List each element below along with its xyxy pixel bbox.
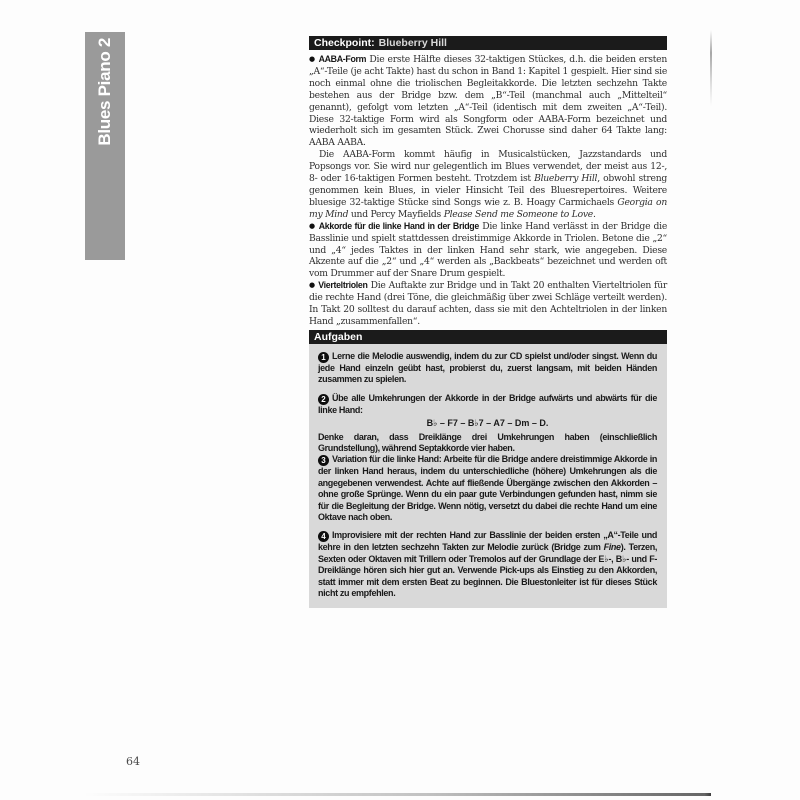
task-text: ). Terzen, Sexten oder Oktaven mit Trillern oder Tremolos auf der Grundlage der E♭-, B♭- und F-Dreiklänge hören sich hier gut an. Verwende Pick-ups als Einstieg zu den Akkorden, statt immer mit dem ersten Beat zu beginnen. Die Bluestonleiter ist für dieses Stück nicht zu empfehlen.: [318, 542, 657, 599]
paragraph-aaba-form: [309, 54, 667, 149]
paragraph-text: Die linke Hand verlässt in der Bridge die Basslinie und spielt stattdessen dreistimmige Akkorde in Triolen. Betone die „2“ und „4“ jedes Taktes in der linken Hand sehr stark, wie angegeben. Diese Akzente auf die „2“ und „4“ werden als „Backbeats“ bezeichnet und werden oft vom Drummer auf der Snare Drum gespielt.: [309, 220, 668, 280]
task-number-badge: 3: [318, 455, 329, 466]
page-edge-shadow: [84, 793, 711, 796]
chapter-tab: [85, 32, 125, 260]
paragraph-quarter-triplets: [309, 280, 667, 328]
song-title-italic: Please Send me Someone to Love.: [443, 208, 596, 220]
paragraph-text: und Percy Mayfields: [348, 208, 444, 220]
task-item-2: [318, 393, 657, 416]
task-item-4: [318, 530, 657, 599]
chord-progression: B♭ – F7 – B♭7 – A7 – Dm – D.: [426, 418, 549, 429]
chapter-tab-label: Blues Piano 2: [95, 38, 114, 146]
task-item-3: [318, 454, 657, 523]
task-item-1: [318, 351, 657, 386]
task-text: Lerne die Melodie auswendig, indem du zur CD spielst und/oder singst. Wenn du jede Hand einzeln geübt hast, probierst du, zuerst langsam, mit beiden Händen zusammen zu spielen.: [318, 351, 657, 385]
checkpoint-body: [309, 54, 667, 328]
paragraph-left-hand-chords: [309, 221, 667, 281]
checkpoint-header-label: Checkpoint:: [314, 37, 375, 49]
task-text: Variation für die linke Hand: Arbeite für die Bridge andere dreistimmige Akkorde in der linken Hand heraus, indem du unterschiedliche (höhere) Umkehrungen als die angegebenen verwendest. Achte auf fließende Übergänge zwischen den Akkorden – ohne große Sprünge. Wenn du ein paar gute Verbindungen gefunden hast, nimm sie für die Begleitung der Bridge. Wenn nötig, versetzt du dabei die rechte Hand um eine Oktave nach oben.: [318, 454, 657, 523]
checkpoint-section: [309, 36, 667, 328]
paragraph-text: , obwohl streng genommen kein Blues, in vieler Hinsicht Teil des Bluesrepertoires. Weitere bluesige 32-taktige Stücke sind Songs wie z. B. Hoagy Carmichaels: [309, 173, 667, 208]
checkpoint-header-title: Blueberry Hill: [378, 37, 447, 49]
paragraph-lead: Akkorde für die linke Hand in der Bridge: [318, 220, 479, 231]
task-text: Übe alle Umkehrungen der Akkorde in der Bridge aufwärts und abwärts für die linke Hand:: [318, 392, 657, 415]
task-number-badge: 2: [318, 394, 329, 405]
song-title-italic: Georgia on my Mind: [309, 196, 667, 220]
task-note: Denke daran, dass Dreiklänge drei Umkehrungen haben (einschließlich Grundstellung), während Septakkorde vier haben.: [318, 431, 657, 454]
scan-crease-line: [710, 30, 712, 106]
page-number: 64: [126, 755, 140, 768]
aufgaben-section: [309, 330, 667, 608]
aufgaben-header-bar: [309, 330, 667, 344]
task-number-badge: 1: [318, 352, 329, 363]
paragraph-lead: AABA-Form: [318, 54, 367, 64]
paragraph-lead: Vierteltriolen: [318, 280, 368, 291]
bullet-icon: ●: [309, 55, 316, 63]
paragraph-text: Die erste Hälfte dieses 32-taktigen Stückes, d.h. die beiden ersten „A“-Teile (je acht Takte) hast du schon in Band 1: Kapitel 1 gespielt. Hier sind sie noch einmal ohne die triolischen Begleitakkorde. Die letzten sechzehn Takte bestehen aus der Bridge bzw. dem „B“-Teil (manchmal auch „Mittelteil“ genannt), gefolgt vom letzten „A“-Teil (identisch mit dem zweiten „A“-Teil). Diese 32-taktige Form wird als Songform oder AABA-Form bezeichnet und wiederholt sich im gesamten Stück. Zwei Chorusse sind daher 64 Takte lang: AABA AABA.: [309, 54, 668, 149]
bullet-icon: ●: [309, 281, 316, 290]
term-italic: Fine: [603, 542, 621, 553]
task-number-badge: 4: [318, 531, 329, 542]
checkpoint-header-bar: [309, 36, 667, 50]
aufgaben-header-label: Aufgaben: [314, 331, 363, 343]
paragraph-text: Die Auftakte zur Bridge und in Takt 20 enthalten Vierteltriolen für die rechte Hand (drei Töne, die gleichmäßig über zwei Schläge verteilt werden). In Takt 20 solltest du darauf achten, dass sie mit den Achteltriolen in der linken Hand „zusammenfallen“.: [309, 280, 668, 327]
song-title-italic: Blueberry Hill: [534, 173, 598, 185]
paragraph-text: Die AABA-Form kommt häufig in Musicalstücken, Jazzstandards und Popsongs vor. Sie wird nur gelegentlich im Blues verwendet, der meist aus 12-, 8- oder 16-taktigen Formen besteht. Trotzdem ist: [309, 149, 667, 185]
aufgaben-box: [309, 344, 667, 608]
bullet-icon: ●: [309, 221, 316, 230]
paragraph-aaba-usage: [309, 149, 667, 220]
task-text: Improvisiere mit der rechten Hand zur Basslinie der beiden ersten „A“-Teile und kehre in den letzten sechzehn Takten zur Melodie zurück (Bridge zum: [318, 530, 657, 553]
